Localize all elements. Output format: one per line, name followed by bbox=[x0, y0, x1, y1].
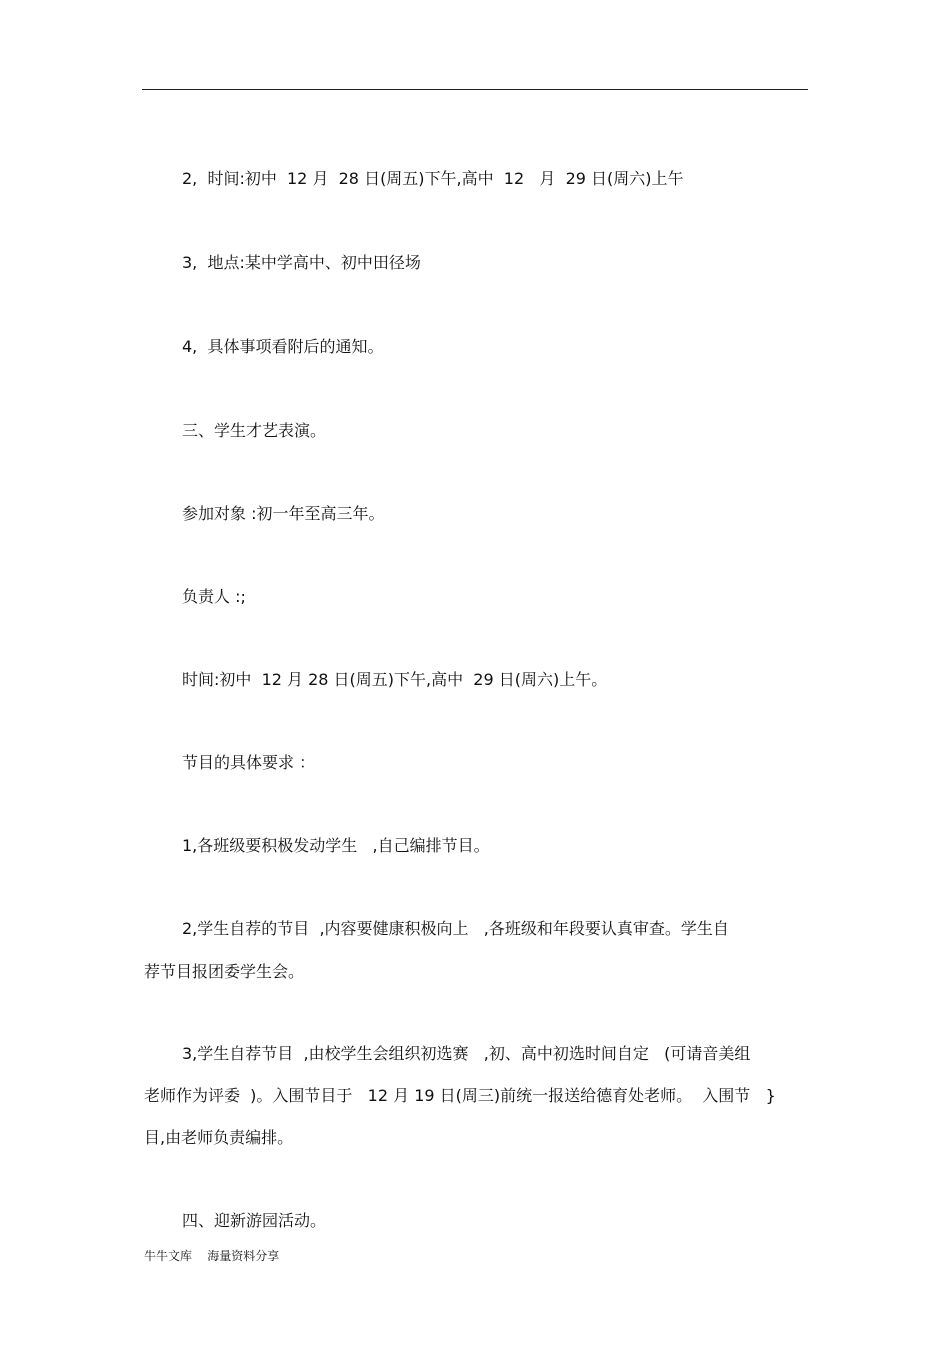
section-heading-garden-party: 四、迎新游园活动。 bbox=[182, 1211, 327, 1230]
text-line-requirements-heading: 节目的具体要求 ： bbox=[182, 753, 316, 772]
text-line-requirement-3-cont: 老师作为评委 )。入围节目于 12 月 19 日(周三)前统一报送给德育处老师。 入围节 } bbox=[144, 1086, 776, 1105]
text-line-schedule: 时间:初中 12 月 28 日(周五)下午,高中 29 日(周六)上午。 bbox=[182, 670, 608, 689]
text-line-location: 3, 地点:某中学高中、初中田径场 bbox=[182, 253, 421, 272]
text-line-requirement-3: 3,学生自荐节目 ,由校学生会组织初选赛 ,初、高中初选时间自定 (可请音美组 bbox=[182, 1044, 751, 1063]
text-line-requirement-3-end: 目,由老师负责编排。 bbox=[144, 1128, 294, 1147]
header-rule bbox=[142, 89, 808, 90]
text-line-requirement-2-cont: 荐节目报团委学生会。 bbox=[144, 962, 305, 981]
page-footer: 牛牛文库 海量资料分享 bbox=[144, 1249, 280, 1263]
text-line-participants: 参加对象 :初一年至高三年。 bbox=[182, 504, 385, 523]
text-line-requirement-2: 2,学生自荐的节目 ,内容要健康积极向上 ,各班级和年段要认真审查。学生自 bbox=[182, 919, 729, 938]
text-line-time: 2, 时间:初中 12 月 28 日(周五)下午,高中 12 月 29 日(周六)上午 bbox=[182, 169, 684, 188]
text-line-details: 4, 具体事项看附后的通知。 bbox=[182, 337, 384, 356]
text-line-requirement-1: 1,各班级要积极发动学生 ,自己编排节目。 bbox=[182, 836, 490, 855]
section-heading-talent-show: 三、学生才艺表演。 bbox=[182, 421, 327, 440]
text-line-person-in-charge: 负责人 :; bbox=[182, 587, 246, 606]
